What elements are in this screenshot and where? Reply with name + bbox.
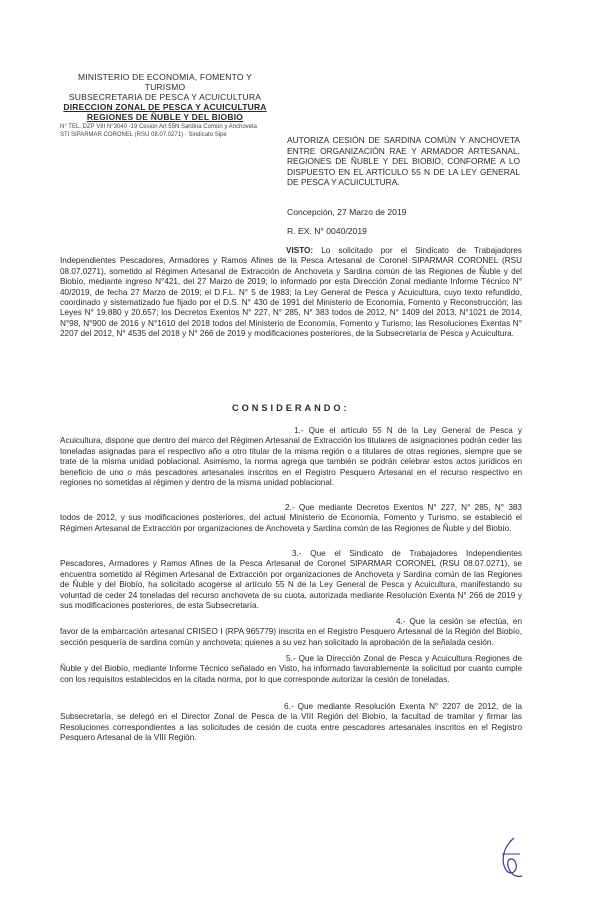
header-regiones: REGIONES DE ÑUBLE Y DEL BIOBIO [86, 112, 244, 122]
visto-paragraph [60, 246, 522, 340]
place-date: Concepción, 27 Marzo de 2019 [287, 207, 407, 217]
considerando-6: 6.- Que mediante Resolución Exenta N° 2207 de 2012, de la Subsecretaría, se delegó en el Director Zonal de Pesca de la VIII Región del Biobío, la facultad de tramitar y firmar las Resoluciones correspondientes a las solicitudes de cesión de cuota entre pescadores artesanales inscritos en el Registro Pesquero Artesanal de la VIII Región. [60, 702, 522, 743]
considerando-2: 2.- Que mediante Decretos Exentos N° 227, N° 285, N° 383 todos de 2012, y sus modificaciones posteriores, del actual Ministerio de Economía, Fomento y Turismo, se estableció el Régimen Artesanal de Extracción por organizaciones de Anchoveta y Sardina común de las Regiones de Ñuble y del Biobío. [60, 503, 522, 533]
header-subsecretaria: SUBSECRETARIA DE PESCA Y ACUICULTURA [68, 92, 262, 102]
considerando-4: 4.- Que la cesión se efectúa, en favor de la embarcación artesanal CRISEO I (RPA 965779) inscrita en el Registro Pesquero Artesanal de la Región del Biobío, sección pesquería de sardina común y anchoveta; quienes a su vez han solicitado la aprobación de la señalada cesión. [60, 617, 522, 647]
reference-line-1: N° TEL. DZP VIII N°3040 -19 Cesion Art 55N Sardina Común y Anchoveta [60, 124, 258, 130]
initials-signature [496, 836, 526, 880]
considerando-3: 3.- Que el Sindicato de Trabajadores Independientes Pescadores, Armadores y Ramos Afines de la Pesca Artesanal de Coronel SIPARMAR CORONEL (RSU 08.07.0271), se encuentra sometido al Régimen Artesanal de Extracción por organizaciones de Anchoveta y Sardina común de las Regiones de Ñuble y del Biobío, ha solicitado acogerse al artículo 55 N de la Ley General de Pesca y Acuicultura, manifestando su voluntad de ceder 24 toneladas del recurso anchoveta de su cuota, autorizada mediante Resolución Exenta N° 266 de 2019 y sus modificaciones posteriores, de esta Subsecretaría. [60, 549, 522, 611]
visto-label: VISTO: [286, 246, 314, 255]
considerando-5: 5.- Que la Dirección Zonal de Pesca y Acuicultura Regiones de Ñuble y del Biobío, mediante Informe Técnico señalado en Visto, ha informado favorablemente la solicitud por cuanto cumple con los requisitos establecidos en la citada norma, por lo que corresponde autorizar la cesión de toneladas. [60, 654, 522, 684]
reference-block [60, 123, 280, 139]
considerando-title: CONSIDERANDO: [232, 403, 350, 413]
reference-line-2: STI SIPARMAR CORONEL (RSU 08.07.0271) · Sindicato Sipe [60, 132, 227, 138]
resolution-subject: AUTORIZA CESIÓN DE SARDINA COMÚN Y ANCHOVETA ENTRE ORGANIZACIÓN RAE Y ARMADOR ARTESANAL, REGIONES DE ÑUBLE Y DEL BIOBIO, CONFORME A LO DISPUESTO EN EL ARTÍCULO 55 N DE LA LEY GENERAL DE PESCA Y ACUICULTURA. [287, 135, 520, 187]
considerando-1: 1.- Que el artículo 55 N de la Ley General de Pesca y Acuicultura, dispone que dentro del marco del Régimen Artesanal de Extracción los titulares de asignaciones podrán ceder las toneladas asignadas para el respectivo año a otro titular de la misma región o a titulares de otras regiones, siempre que se trate de la misma unidad poblacional. Asimismo, la norma agrega que también se podrán celebrar estos actos jurídicos en beneficio de uno o más pescadores artesanales inscritos en el Registro Pesquero Artesanal en el recurso respectivo en regiones no sometidas al régimen y dentro de la misma unidad poblacional. [60, 426, 522, 488]
header-direccion-zonal: DIRECCION ZONAL DE PESCA Y ACUICULTURA [63, 102, 267, 112]
visto-text: Lo solicitado por el Sindicato de Trabajadores Independientes Pescadores, Armadores y Ramos Afines de la Pesca Artesanal de Coronel SIPARMAR CORONEL (RSU 08.07.0271), sometido al Régimen Artesanal de Extracción de Anchoveta y Sardina común de las Regiones de Ñuble y del Biobío, mediante ingreso N°421, del 27 Marzo de 2019; lo informado por esta Dirección Zonal mediante Informe Técnico N° 40/2019, de fecha 27 Marzo de 2019; el D.F.L. N° 5 de 1983; la Ley General de Pesca y Acuicultura, cuyo texto refundido, coordinado y sistematizado fue fijado por el D.S. N° 430 de 1991 del Ministerio de Economía, Fomento y Reconstrucción; las Leyes N° 19.880 y 20.657; los Decretos Exentos N° 227, N° 285, N° 383 todos de 2012, N° 1409 del 2013, N°1021 de 2014, N°98, N°900 de 2016 y N°1610 del 2018 todos del Ministerio de Economía, Fomento y Turismo; las Resoluciones Exentas N° 2207 del 2012, N° 4535 del 2018 y N° 266 de 2019 y modificaciones posteriores, de la Subsecretaría de Pesca y Acuicultura. [60, 246, 522, 339]
header-ministry: MINISTERIO DE ECONOMIA, FOMENTO Y TURISMO [78, 72, 252, 92]
resolution-number: R. EX. N° 0040/2019 [287, 226, 367, 236]
ministry-header [60, 72, 270, 122]
